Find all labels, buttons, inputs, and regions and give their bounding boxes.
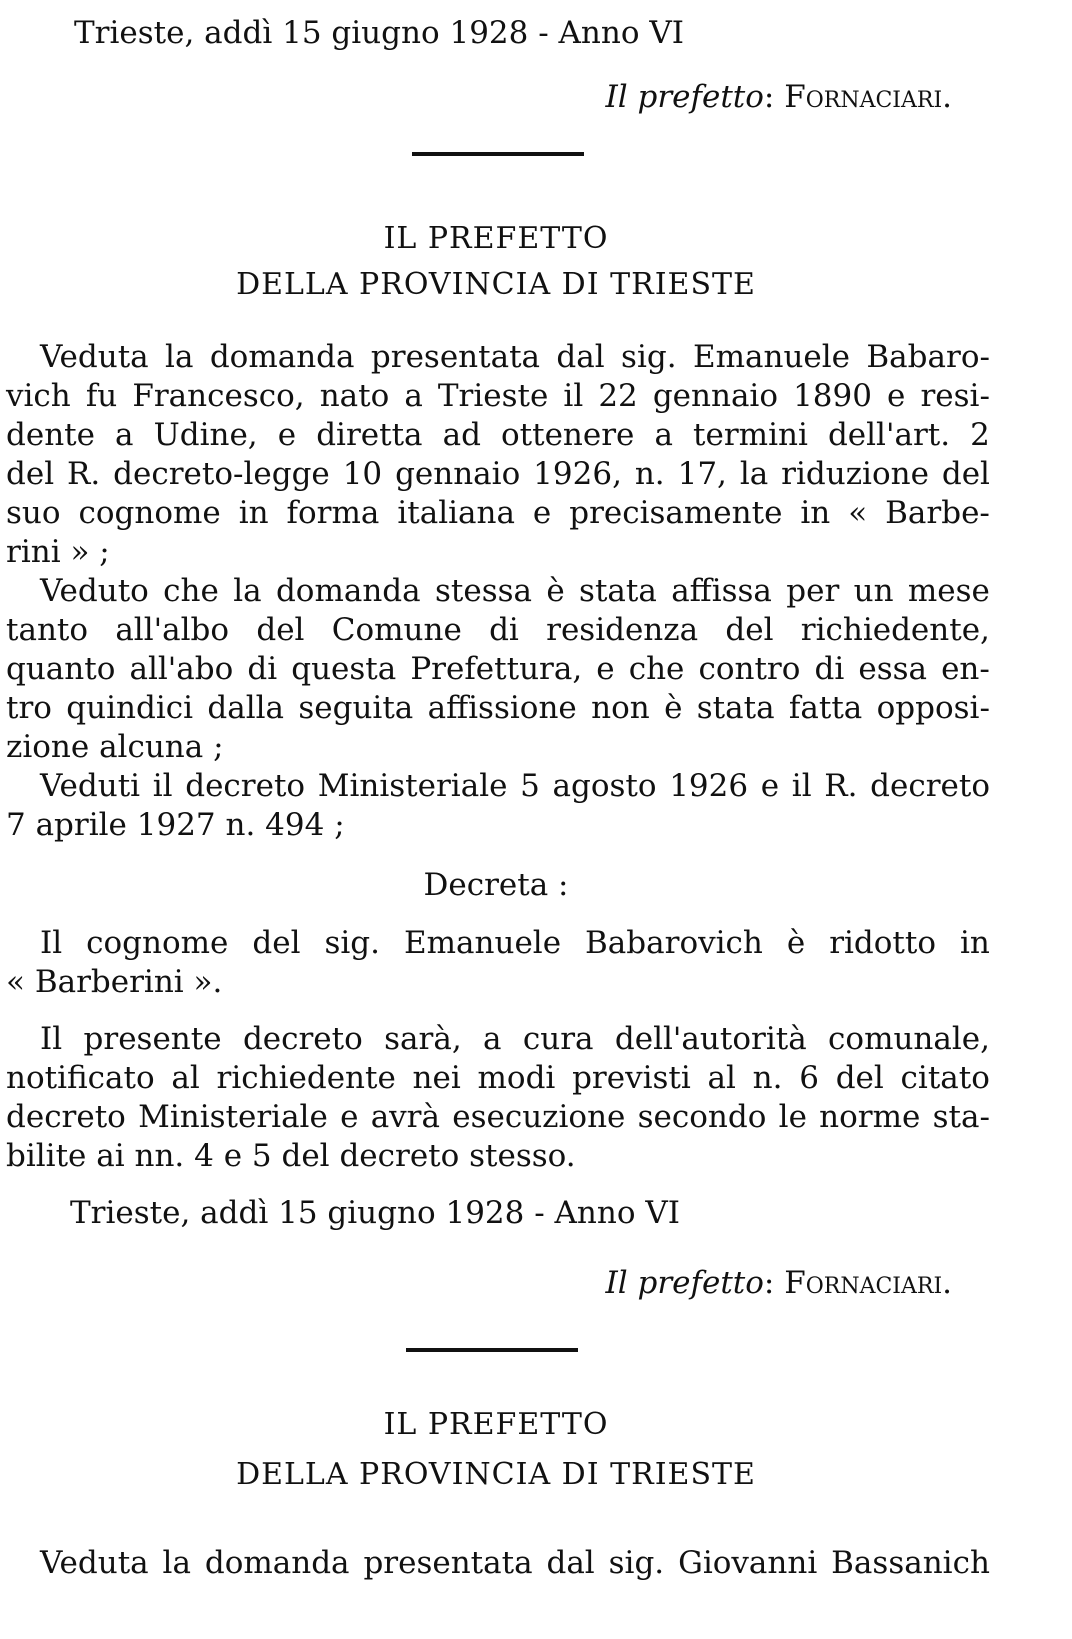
decree1-line: Veduta la domanda presentata dal sig. Emanuele Babaro- (40, 339, 990, 375)
separator-rule (406, 1348, 578, 1352)
decree1-result-line: Il cognome del sig. Emanuele Babarovich è ridotto in (40, 925, 990, 961)
decree1-decreta: Decreta : (423, 867, 569, 903)
signature-colon: : (763, 79, 775, 115)
decree1-signature (605, 1264, 952, 1302)
decree1-line: tanto all'albo del Comune di residenza del richiedente, (6, 612, 990, 648)
decree1-line: del R. decreto-legge 10 gennaio 1926, n. 17, la riduzione del (6, 456, 990, 492)
decree2-heading-1: IL PREFETTO (383, 1407, 609, 1442)
top-signature (605, 78, 952, 116)
signature-name: Fornaciari. (784, 79, 952, 115)
decree1-line: tro quindici dalla seguita affissione non è stata fatta opposi- (6, 690, 990, 726)
decree1-line: vich fu Francesco, nato a Trieste il 22 gennaio 1890 e resi- (6, 378, 990, 414)
decree1-heading-2: DELLA PROVINCIA DI TRIESTE (236, 267, 756, 302)
decree1-line: Veduto che la domanda stessa è stata affissa per un mese (40, 573, 990, 609)
signature-prefix: Il prefetto (605, 1265, 764, 1301)
decree1-notice-line: bilite ai nn. 4 e 5 del decreto stesso. (6, 1138, 576, 1174)
decree1-line: suo cognome in forma italiana e precisamente in « Barbe- (6, 495, 990, 531)
decree2-first-line: Veduta la domanda presentata dal sig. Giovanni Bassanich (40, 1545, 990, 1581)
decree1-line: dente a Udine, e diretta ad ottenere a termini dell'art. 2 (6, 417, 990, 453)
decree1-result-line: « Barberini ». (6, 964, 223, 1000)
decree1-line: quanto all'abo di questa Prefettura, e che contro di essa en- (6, 651, 990, 687)
decree1-line: Veduti il decreto Ministeriale 5 agosto 1926 e il R. decreto (40, 768, 990, 804)
decree1-notice-line: notificato al richiedente nei modi previsti al n. 6 del citato (6, 1060, 990, 1096)
decree1-line: rini » ; (6, 534, 110, 570)
signature-name: Fornaciari. (784, 1265, 952, 1301)
top-dateline: Trieste, addì 15 giugno 1928 - Anno VI (74, 15, 685, 51)
separator-rule (412, 152, 584, 156)
signature-prefix: Il prefetto (605, 79, 764, 115)
decree1-notice-line: decreto Ministeriale e avrà esecuzione secondo le norme sta- (6, 1099, 990, 1135)
decree1-line: zione alcuna ; (6, 729, 224, 765)
decree1-line: 7 aprile 1927 n. 494 ; (6, 807, 345, 843)
signature-colon: : (763, 1265, 775, 1301)
decree1-dateline: Trieste, addì 15 giugno 1928 - Anno VI (70, 1195, 681, 1231)
decree2-heading-2: DELLA PROVINCIA DI TRIESTE (236, 1457, 756, 1492)
decree1-notice-line: Il presente decreto sarà, a cura dell'autorità comunale, (40, 1021, 990, 1057)
decree1-heading-1: IL PREFETTO (383, 221, 609, 256)
